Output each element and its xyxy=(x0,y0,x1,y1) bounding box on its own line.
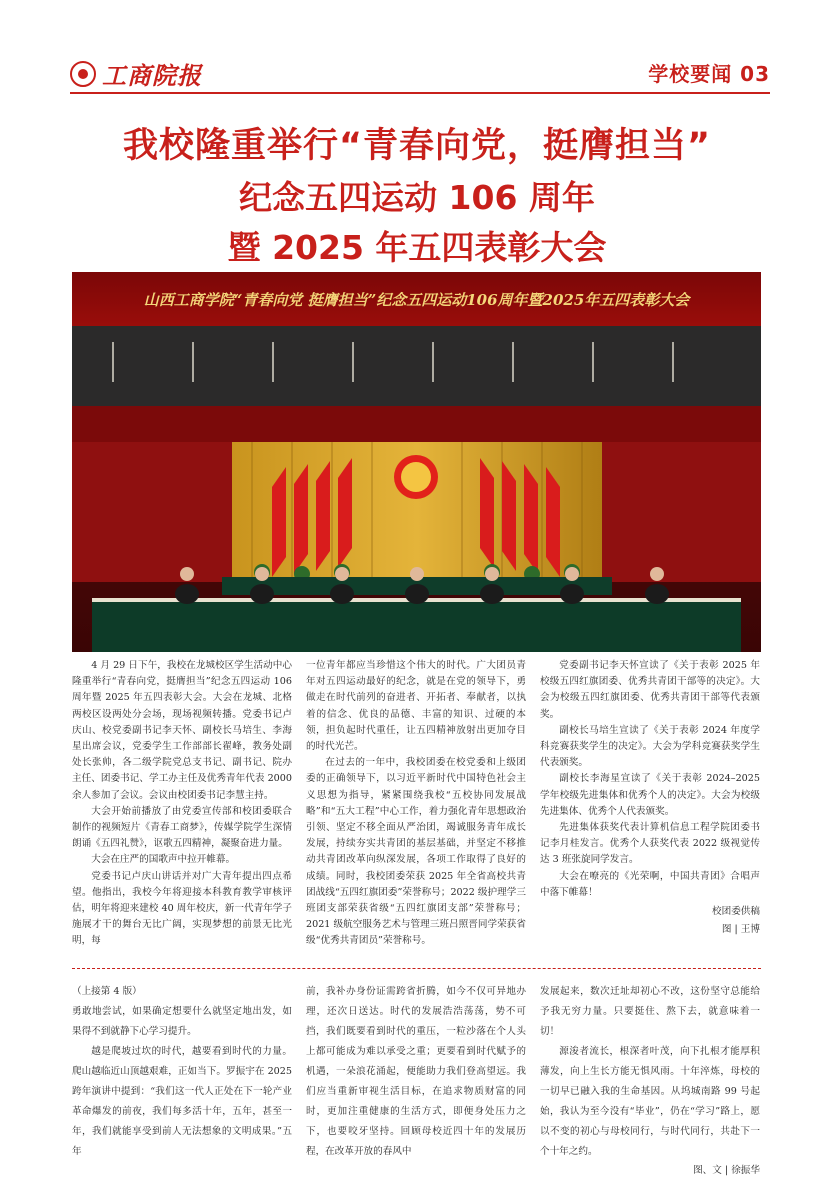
paragraph: 一位青年都应当珍惜这个伟大的时代。广大团员青年对五四运动最好的纪念，就是在党的领导下，勇做走在时代前列的奋进者、开拓者、奉献者，以执着的信念、优良的品德、丰富的知识、过硬的本领，担负起时代重任，让五四精神放射出更加夺目的时代光芒。 xyxy=(306,660,526,753)
paragraph: 前，我补办身份证需跨省折腾，如今不仅可异地办理，还次日送达。时代的发展浩浩荡荡，势不可挡，我们既要看到时代的重压，一粒沙落在个人头上都可能成为难以承受之重；更要看到时代赋予的机遇，一朵浪花涌起，便能助力我们登高望远。我们应当重新审视生活目标，在追求物质财富的同时，更加注重健康的生活方式，即便身处压力之下，也要咬牙坚持。回顾母校近四十年的发展历程，在改革开放的春风中 xyxy=(306,986,526,1157)
newspaper-logo xyxy=(70,56,202,91)
article-column-3 xyxy=(540,658,760,950)
credit-source: 校团委供稿 xyxy=(712,906,760,918)
photo-banner xyxy=(72,272,761,326)
article-column-1 xyxy=(72,658,292,950)
paragraph: 党委副书记李天怀宣读了《关于表彰 2025 年校级五四红旗团委、优秀共青团干部等的决定》。大会为校级五四红旗团委、优秀共青团干部等代表颁奖。 xyxy=(540,660,760,720)
logo-text: 工商院报 xyxy=(102,61,202,90)
continuation-body xyxy=(72,982,761,1180)
paragraph: 党委书记卢庆山讲话并对广大青年提出四点希望。他指出，我校今年将迎接本科教育教学审核评估，明年将迎来建校 40 周年校庆，新一代青年学子施展才干的舞台无比广阔，实现梦想的前景无比光明，每 xyxy=(72,870,292,947)
continuation-column-1 xyxy=(72,982,292,1180)
masthead xyxy=(70,56,770,92)
paragraph: 勇敢地尝试，如果确定想要什么就坚定地出发，如果得不到就静下心学习提升。 xyxy=(72,1006,292,1037)
paragraph: 大会开始前播放了由党委宣传部和校团委联合制作的视频短片《青春工商梦》，传媒学院学生深情朗诵《五四礼赞》，讴歌五四精神，凝聚奋进力量。 xyxy=(72,805,292,850)
photo-banner-text: 山西工商学院“青春向党 挺膺担当”纪念五四运动106周年暨2025年五四表彰大会 xyxy=(143,290,690,309)
section-divider xyxy=(72,968,761,969)
school-seal-icon xyxy=(70,61,96,87)
paragraph: 在过去的一年中，我校团委在校党委和上级团委的正确领导下，以习近平新时代中国特色社会主义思想为指导，紧紧围绕我校“五校协同发展战略”和“五大工程”中心工作，着力强化青年思想政治引领、坚定不移全面从严治团，竭诚服务青年成长发展，持续夯实共青团的基层基础，并坚定不移推动共青团改革向纵深发展，各项工作取得了良好的成绩。同时，我校团委荣获 2025 年全省高校共青团战线“五四红旗团委”荣誉称号；2022 级护理学三班团支部荣获省级“五四红旗团支部”荣誉称号；2021 级航空服务艺术与管理三班吕照晋同学荣获省级“优秀共青团员”荣誉称号。 xyxy=(306,757,526,947)
continuation-column-2 xyxy=(306,982,526,1180)
continuation-credit: 图、文 | 徐振华 xyxy=(693,1165,760,1176)
headline-line-1: 我校隆重举行“青春向党，挺膺担当” xyxy=(122,126,711,166)
section-title: 学校要闻 03 xyxy=(648,62,770,86)
auditorium-illustration xyxy=(72,272,761,652)
article-body xyxy=(72,658,761,950)
paragraph: 越是爬坡过坎的时代，越要看到时代的力量。爬山越临近山顶越艰难，正如当下。罗振宇在 2025 跨年演讲中提到：“我们这一代人正处在下一轮产业革命爆发的前夜，我们每多活十年，五年，甚至一年，我们就能享受到前人无法想象的文明成果。”五年 xyxy=(72,1046,292,1157)
paragraph: 副校长马培生宣读了《关于表彰 2024 年度学科竞赛获奖学生的决定》。大会为学科竞赛获奖学生代表颁奖。 xyxy=(540,724,760,769)
event-photo xyxy=(72,272,761,652)
paragraph: 源浚者流长，根深者叶茂，向下扎根才能厚积薄发，向上生长方能无惧风雨。十年淬炼，母校的一切早已融入我的生命基因。从坞城南路 99 号起始，我认为至今没有“毕业”，仍在“学习”路上，愿以不变的初心与母校同行，与时代同行，共赴下一个十年之约。 xyxy=(540,1046,760,1157)
headline-line-2: 纪念五四运动 106 周年 xyxy=(239,178,595,217)
credit-photo: 图 | 王博 xyxy=(721,924,760,936)
paragraph: 副校长李海星宣读了《关于表彰 2024–2025 学年校级先进集体和优秀个人的决定》。大会为校级先进集体、优秀个人代表颁奖。 xyxy=(540,773,760,817)
paragraph: 大会在庄严的国歌声中拉开帷幕。 xyxy=(91,854,236,866)
paragraph: 发展起来，数次迁址却初心不改，这份坚守总能给予我无穷力量。只要挺住、熬下去，就意味着一切！ xyxy=(540,986,760,1037)
continuation-note: （上接第 4 版） xyxy=(72,986,142,997)
paragraph: 大会在嘹亮的《光荣啊，中国共青团》合唱声中落下帷幕！ xyxy=(540,870,760,898)
headline-line-3: 暨 2025 年五四表彰大会 xyxy=(227,228,607,267)
continuation-column-3 xyxy=(540,982,760,1180)
paragraph: 4 月 29 日下午，我校在龙城校区学生活动中心隆重举行“青春向党，挺膺担当”纪念五四运动 106 周年暨 2025 年五四表彰大会。大会在龙城、北格两校区设两处分会场，现场视频转播。党委书记卢庆山、校党委副书记李天怀、副校长马培生、李海星出席会议，党委学生工作部部长翟峰，教务处副处长张帅，各二级学院党总支书记、副书记、院办主任、团委书记、学工办主任及优秀青年代表 2000 余人参加了会议。会议由校团委书记李慧主持。 xyxy=(72,660,292,801)
article-column-2 xyxy=(306,658,526,950)
paragraph: 先进集体获奖代表计算机信息工程学院团委书记李月桂发言。优秀个人获奖代表 2022 级视觉传达 3 班张旋同学发言。 xyxy=(540,822,760,866)
masthead-rule xyxy=(70,92,770,94)
